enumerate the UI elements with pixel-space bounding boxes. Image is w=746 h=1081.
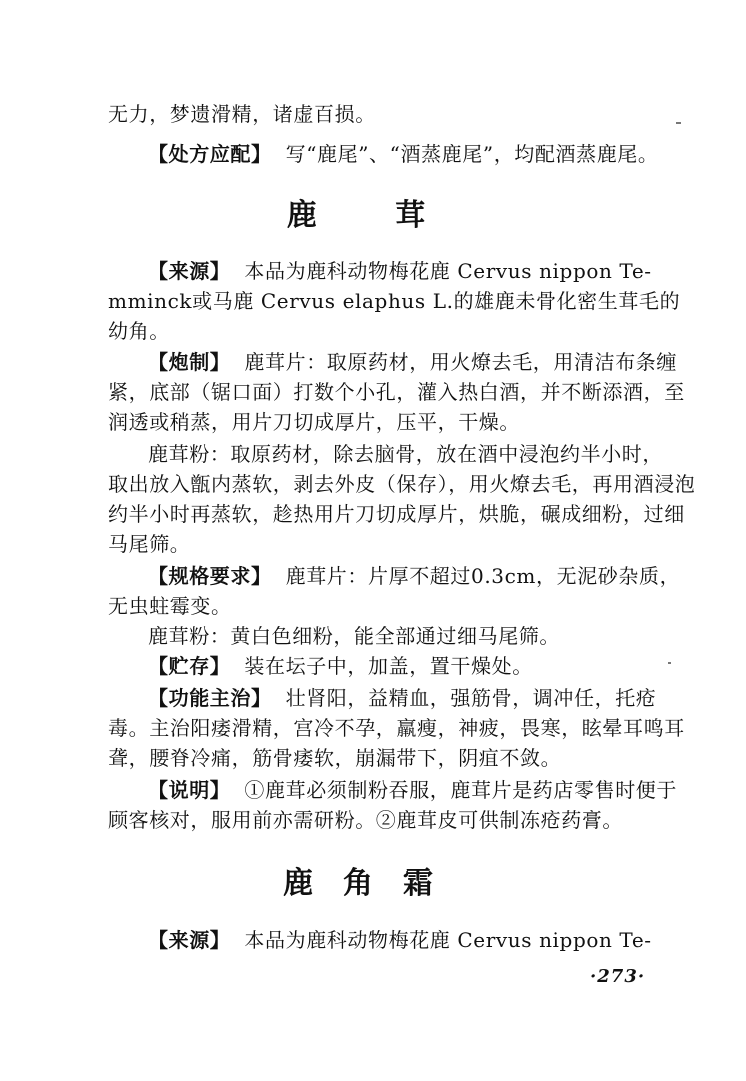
spec-paragraph bbox=[148, 562, 681, 590]
processing-paragraph bbox=[148, 348, 678, 376]
scan-speck bbox=[676, 122, 681, 124]
function-text-3: 聋，腰脊冷痛，筋骨痿软，崩漏带下，阴疽不敛。 bbox=[108, 746, 562, 770]
source-paragraph bbox=[148, 257, 668, 285]
spec-text-1: 鹿茸片：片厚不超过0.3cm，无泥砂杂质， bbox=[285, 564, 681, 588]
function-text-2: 毒。主治阳痿滑精，宫冷不孕，羸瘦，神疲，畏寒，眩晕耳鸣耳 bbox=[108, 716, 685, 740]
section-title-lujiaoshuang: 鹿角霜 bbox=[283, 866, 463, 901]
spec-tag: 【规格要求】 bbox=[148, 564, 272, 588]
continuation-text: 无力，梦遗滑精，诸虚百损。 bbox=[108, 102, 376, 126]
function-paragraph bbox=[148, 684, 668, 712]
storage-tag: 【贮存】 bbox=[148, 654, 231, 678]
spec-text-3: 鹿茸粉：黄白色细粉，能全部通过细马尾筛。 bbox=[148, 624, 560, 648]
scan-speck bbox=[668, 662, 671, 664]
prescription-text: 写“鹿尾”、“酒蒸鹿尾”，均配酒蒸鹿尾。 bbox=[285, 142, 659, 166]
source-text-1: 本品为鹿科动物梅花鹿 Cervus nippon Te- bbox=[244, 259, 652, 283]
note-text-2: 顾客核对，服用前亦需研粉。②鹿茸皮可供制冻疮药膏。 bbox=[108, 808, 623, 832]
note-tag: 【说明】 bbox=[148, 778, 231, 802]
function-text-1: 壮肾阳，益精血，强筋骨，调冲任，托疮 bbox=[285, 686, 657, 710]
function-tag: 【功能主治】 bbox=[148, 686, 272, 710]
source-text-2: mminck或马鹿 Cervus elaphus L.的雄鹿未骨化密生茸毛的 bbox=[108, 289, 681, 313]
source-text-3: 幼角。 bbox=[108, 319, 170, 343]
page-number: ·273· bbox=[590, 966, 646, 987]
processing-text-1: 鹿茸片：取原药材，用火燎去毛，用清洁布条缠 bbox=[244, 350, 678, 374]
powder-text-3: 约半小时再蒸软，趁热用片刀切成厚片，烘脆，碾成细粉，过细 bbox=[108, 502, 685, 526]
powder-text-2: 取出放入甑内蒸软，剥去外皮（保存），用火燎去毛，再用酒浸泡 bbox=[108, 472, 696, 496]
processing-text-2: 紧，底部（锯口面）打数个小孔，灌入热白酒，并不断添酒，至 bbox=[108, 380, 685, 404]
spec-text-2: 无虫蛀霉变。 bbox=[108, 594, 232, 618]
section2-source-text: 本品为鹿科动物梅花鹿 Cervus nippon Te- bbox=[244, 928, 652, 952]
processing-tag: 【炮制】 bbox=[148, 350, 231, 374]
continuation-line bbox=[108, 100, 668, 128]
processing-text-3: 润透或稍蒸，用片刀切成厚片，压平，干燥。 bbox=[108, 410, 520, 434]
powder-text-1: 鹿茸粉：取原药材，除去脑骨，放在酒中浸泡约半小时， bbox=[148, 442, 663, 466]
storage-paragraph bbox=[148, 652, 668, 680]
section2-source-tag: 【来源】 bbox=[148, 928, 231, 952]
prescription-paragraph bbox=[148, 140, 668, 168]
note-paragraph bbox=[148, 776, 678, 804]
prescription-tag: 【处方应配】 bbox=[148, 142, 272, 166]
source-tag: 【来源】 bbox=[148, 259, 231, 283]
powder-text-4: 马尾筛。 bbox=[108, 532, 191, 556]
section2-source-paragraph bbox=[148, 926, 668, 954]
note-text-1: ①鹿茸必须制粉吞服，鹿茸片是药店零售时便于 bbox=[244, 778, 678, 802]
storage-text: 装在坛子中，加盖，置干燥处。 bbox=[244, 654, 533, 678]
section-title-lurong: 鹿 茸 bbox=[286, 198, 460, 233]
